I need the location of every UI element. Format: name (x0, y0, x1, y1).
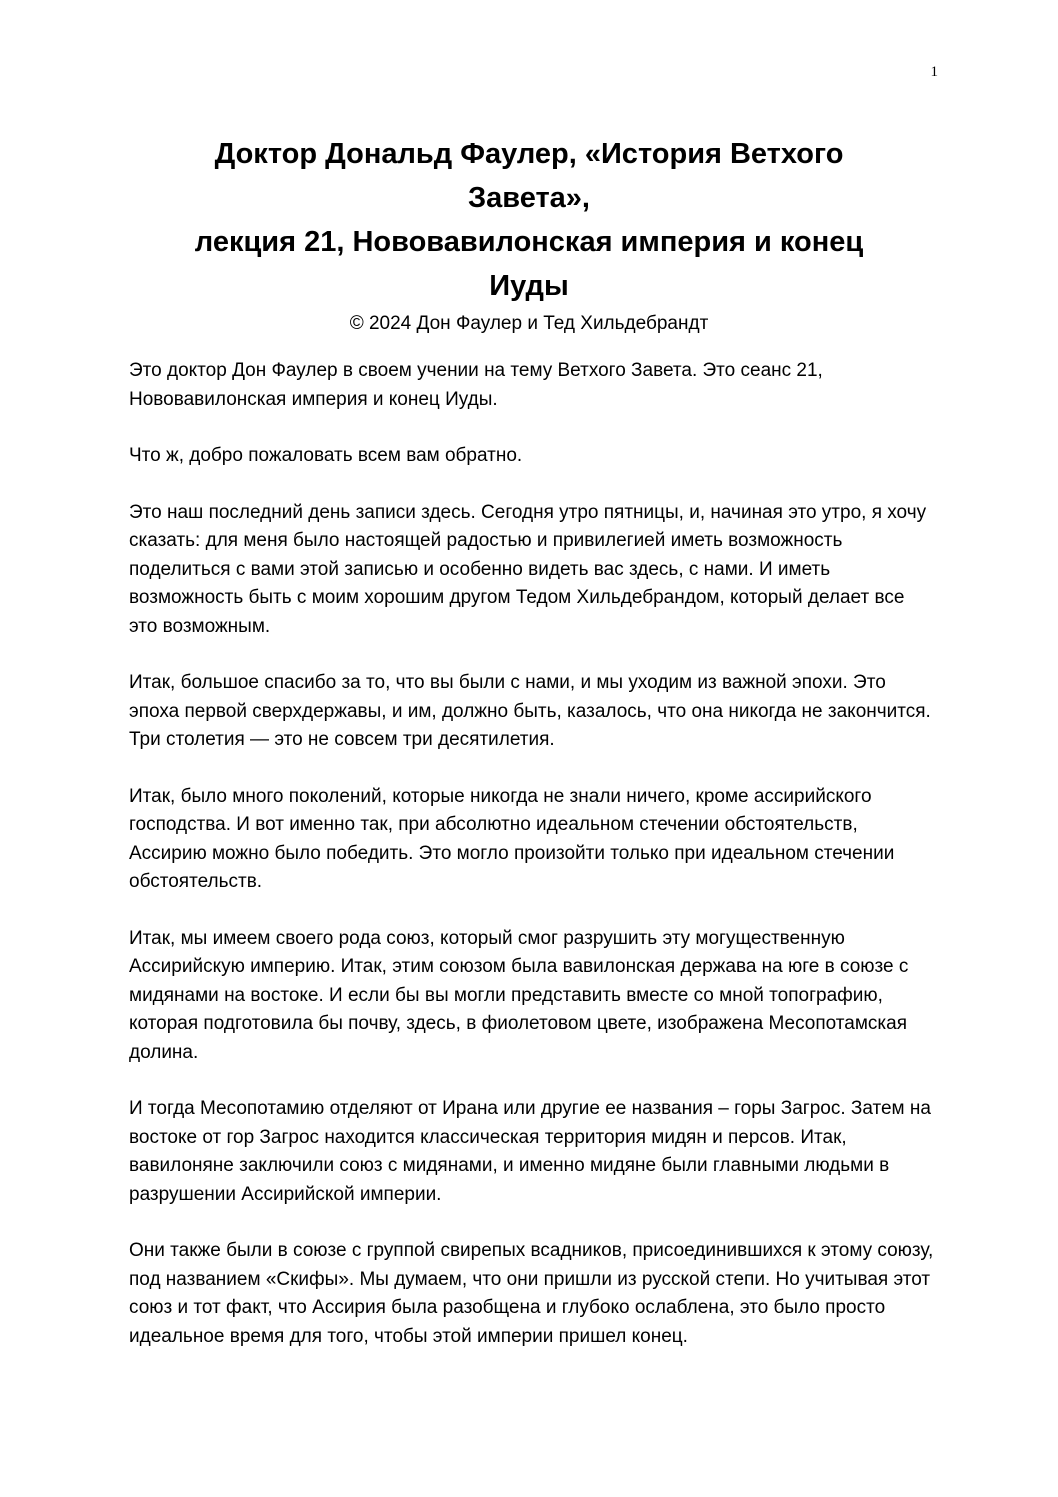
paragraph-thanks: Итак, большое спасибо за то, что вы были с нами, и мы уходим из важной эпохи. Это эпоха первой сверхдержавы, и им, должно быть, казалось, что она никогда не закончится. Три столетия — это не совсем три десятилетия. (129, 672, 931, 750)
paragraph-intro: Это доктор Дон Фаулер в своем учении на тему Ветхого Завета. Это сеанс 21, Нововавилонская империя и конец Иуды. (129, 360, 823, 410)
paragraph-scythians: Они также были в союзе с группой свирепых всадников, присоединившихся к этому союзу, под названием «Скифы». Мы думаем, что они пришли из русской степи. Но учитывая этот союз и тот факт, что Ассирия была разобщена и глубоко ослаблена, это было просто идеальное время для того, чтобы этой империи пришел конец. (129, 1240, 934, 1347)
title-line-1: Доктор Дональд Фаулер, «История Ветхого (214, 138, 844, 170)
title-line-3: лекция 21, Нововавилонская империя и конец (194, 226, 864, 258)
paragraph-generations: Итак, было много поколений, которые никогда не знали ничего, кроме ассирийского господства. И вот именно так, при абсолютно идеальном стечении обстоятельств, Ассирию можно было победить. Это могло произойти только при идеальном стечении обстоятельств. (129, 785, 895, 892)
paragraph-last-day: Это наш последний день записи здесь. Сегодня утро пятницы, и, начиная это утро, я хочу сказать: для меня было настоящей радостью и привилегией иметь возможность поделиться с вами этой записью и особенно видеть вас здесь, с нами. И иметь возможность быть с моим хорошим другом Тедом Хильдебрандом, который делает все это возможным. (129, 501, 927, 637)
paragraph-zagros: И тогда Месопотамию отделяют от Ирана или другие ее названия – горы Загрос. Затем на востоке от гор Загрос находится классическая территория мидян и персов. Итак, вавилоняне заключили союз с мидянами, и именно мидяне были главными людьми в разрушении Ассирийской империи. (129, 1098, 931, 1205)
paragraph-welcome: Что ж, добро пожаловать всем вам обратно. (129, 445, 523, 466)
paragraph-alliance: Итак, мы имеем своего рода союз, который смог разрушить эту могущественную Ассирийскую империю. Итак, этим союзом была вавилонская держава на юге в союзе с мидянами на востоке. И если бы вы могли представить вместе со мной топографию, которая подготовила бы почву, здесь, в фиолетовом цвете, изображена Месопотамская долина. (129, 927, 909, 1063)
title-line-4: Иуды (489, 270, 569, 302)
title-line-2: Завета», (467, 182, 590, 214)
title-block (100, 132, 958, 338)
lecture-body (129, 357, 935, 1379)
copyright-line: © 2024 Дон Фаулер и Тед Хильдебрандт (349, 313, 709, 334)
page-number: 1 (930, 64, 938, 80)
